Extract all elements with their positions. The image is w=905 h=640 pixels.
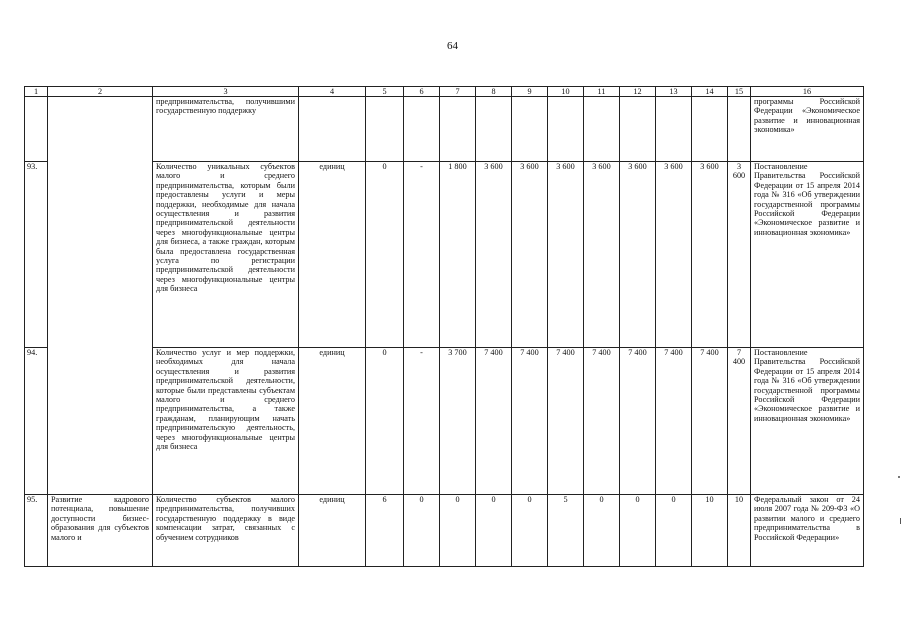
value-cell: 5 (548, 495, 584, 567)
row-number: 94. (25, 348, 48, 495)
indicator-name: предпринимательства, получившими государственную поддержку (153, 97, 299, 162)
value-cell: 7 400 (620, 348, 656, 495)
row-number (25, 97, 48, 162)
scan-edge-mark (900, 518, 901, 524)
legal-basis-cell: Постановление Правительства Российской Федерации от 15 апреля 2014 года № 316 «Об утверждении государственной программы Российской Федерации «Экономическое развитие и инновационная экономика» (751, 348, 864, 495)
value-cell: 3 600 (548, 162, 584, 348)
value-cell: 7 400 (476, 348, 512, 495)
goal-cell: Развитие кадрового потенциала, повышение доступности бизнес-образования для субъектов малого и (48, 495, 153, 567)
column-number: 15 (728, 87, 751, 97)
value-cell (728, 97, 751, 162)
column-number: 12 (620, 87, 656, 97)
value-cell: - (404, 348, 440, 495)
value-cell: 0 (620, 495, 656, 567)
value-cell: 10 (728, 495, 751, 567)
value-cell (620, 97, 656, 162)
column-number: 11 (584, 87, 620, 97)
column-number-header-row (25, 87, 864, 97)
value-cell: 7 400 (512, 348, 548, 495)
column-number: 9 (512, 87, 548, 97)
value-cell: 0 (476, 495, 512, 567)
value-cell: 0 (656, 495, 692, 567)
value-cell: 0 (584, 495, 620, 567)
column-number: 13 (656, 87, 692, 97)
value-cell: 3 600 (620, 162, 656, 348)
value-cell (692, 97, 728, 162)
value-cell: 10 (692, 495, 728, 567)
value-cell: - (404, 162, 440, 348)
column-number: 5 (366, 87, 404, 97)
indicator-name: Количество уникальных субъектов малого и среднего предпринимательства, которым были предоставлены услуги и меры поддержки, необходимые для начала осуществления и развития предпринимательской деятельности через многофункциональные центры для бизнеса, а также граждан, которым была предоставлена государственная услуга по регистрации предпринимательской деятельности через многофункциональные центры для бизнеса (153, 162, 299, 348)
table-row (25, 97, 864, 162)
value-cell: 0 (440, 495, 476, 567)
column-number: 10 (548, 87, 584, 97)
value-cell: 3 700 (440, 348, 476, 495)
value-cell: 7 400 (656, 348, 692, 495)
value-cell (440, 97, 476, 162)
legal-basis-cell: программы Российской Федерации «Экономическое развитие и инновационная экономика» (751, 97, 864, 162)
column-number: 6 (404, 87, 440, 97)
column-number: 2 (48, 87, 153, 97)
column-number: 4 (299, 87, 366, 97)
legal-basis-cell: Федеральный закон от 24 июля 2007 года № 209-ФЗ «О развитии малого и среднего предпринимательства в Российской Федерации» (751, 495, 864, 567)
value-cell (404, 97, 440, 162)
value-cell: 1 800 (440, 162, 476, 348)
value-cell: 0 (404, 495, 440, 567)
row-number: 93. (25, 162, 48, 348)
value-cell: 0 (366, 162, 404, 348)
column-number: 7 (440, 87, 476, 97)
column-number: 14 (692, 87, 728, 97)
goal-cell (48, 97, 153, 495)
column-number: 8 (476, 87, 512, 97)
column-number: 1 (25, 87, 48, 97)
value-cell: 7 400 (548, 348, 584, 495)
value-cell: 0 (512, 495, 548, 567)
value-cell: 3 600 (728, 162, 751, 348)
value-cell: 3 600 (512, 162, 548, 348)
row-number: 95. (25, 495, 48, 567)
column-number: 3 (153, 87, 299, 97)
value-cell (512, 97, 548, 162)
value-cell: 3 600 (692, 162, 728, 348)
value-cell: 7 400 (692, 348, 728, 495)
table-row (25, 495, 864, 567)
page-number: 64 (447, 40, 458, 52)
indicator-name: Количество субъектов малого предпринимательства, получивших государственную поддержку в виде компенсации затрат, связанных с обучением сотрудников (153, 495, 299, 567)
unit-cell: единиц (299, 348, 366, 495)
value-cell (476, 97, 512, 162)
value-cell: 0 (366, 348, 404, 495)
value-cell: 3 600 (476, 162, 512, 348)
unit-cell: единиц (299, 495, 366, 567)
column-number: 16 (751, 87, 864, 97)
value-cell: 6 (366, 495, 404, 567)
value-cell: 3 600 (656, 162, 692, 348)
scan-edge-dot (898, 476, 900, 478)
unit-cell: единиц (299, 162, 366, 348)
value-cell (584, 97, 620, 162)
unit-cell (299, 97, 366, 162)
value-cell (548, 97, 584, 162)
value-cell: 7 400 (584, 348, 620, 495)
indicators-table (24, 86, 864, 567)
value-cell: 7 400 (728, 348, 751, 495)
value-cell (366, 97, 404, 162)
value-cell: 3 600 (584, 162, 620, 348)
legal-basis-cell: Постановление Правительства Российской Федерации от 15 апреля 2014 года № 316 «Об утверждении государственной программы Российской Федерации «Экономическое развитие и инновационная экономика» (751, 162, 864, 348)
value-cell (656, 97, 692, 162)
indicator-name: Количество услуг и мер поддержки, необходимых для начала осуществления и развития предпринимательской деятельности, которые были представлены субъектам малого и среднего предпринимательства, а также гражданам, планирующим начать предпринимательскую деятельность, через многофункциональные центры для бизнеса (153, 348, 299, 495)
